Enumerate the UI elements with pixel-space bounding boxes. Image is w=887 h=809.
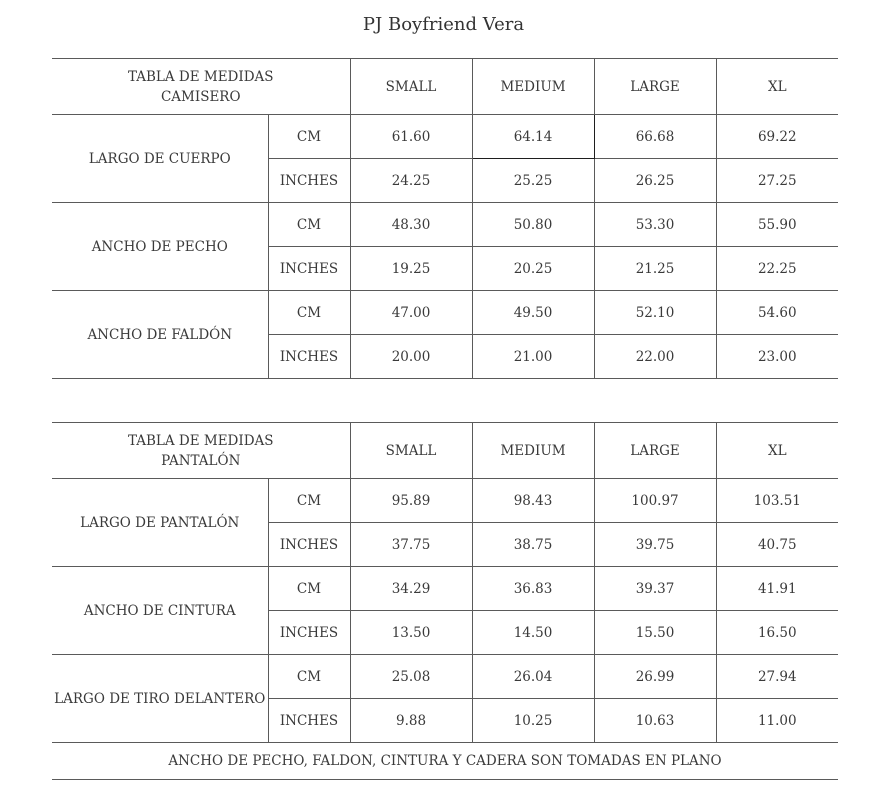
footer-note: ANCHO DE PECHO, FALDON, CINTURA Y CADERA SON TOMADAS EN PLANO [52, 742, 838, 780]
value-cell: 20.25 [472, 247, 594, 291]
table-heading-line1: TABLA DE MEDIDAS [127, 68, 274, 85]
value-cell: 61.60 [350, 115, 472, 159]
table-heading [52, 59, 350, 115]
table-heading [52, 423, 350, 479]
value-cell: 55.90 [716, 203, 838, 247]
value-cell: 53.30 [594, 203, 716, 247]
unit-label-cm: CM [268, 567, 350, 611]
size-header-large: LARGE [594, 59, 716, 115]
value-cell: 39.37 [594, 567, 716, 611]
table-heading-line1: TABLA DE MEDIDAS [127, 432, 274, 449]
value-cell: 13.50 [350, 611, 472, 655]
value-cell: 48.30 [350, 203, 472, 247]
value-cell: 11.00 [716, 699, 838, 743]
measure-label: ANCHO DE FALDÓN [52, 291, 268, 379]
unit-label-inches: INCHES [268, 523, 350, 567]
pants-size-table [52, 422, 838, 743]
table-row [52, 115, 838, 159]
value-cell: 10.25 [472, 699, 594, 743]
table-row [52, 655, 838, 699]
value-cell: 15.50 [594, 611, 716, 655]
value-cell: 9.88 [350, 699, 472, 743]
value-cell: 20.00 [350, 335, 472, 379]
size-header-small: SMALL [350, 59, 472, 115]
size-header-xl: XL [716, 59, 838, 115]
value-cell: 95.89 [350, 479, 472, 523]
value-cell: 103.51 [716, 479, 838, 523]
value-cell: 98.43 [472, 479, 594, 523]
value-cell: 34.29 [350, 567, 472, 611]
value-cell: 47.00 [350, 291, 472, 335]
table-heading-line2: PANTALÓN [161, 452, 241, 469]
measure-label: ANCHO DE CINTURA [52, 567, 268, 655]
unit-label-inches: INCHES [268, 159, 350, 203]
unit-label-cm: CM [268, 479, 350, 523]
value-cell: 19.25 [350, 247, 472, 291]
value-cell: 10.63 [594, 699, 716, 743]
value-cell: 26.25 [594, 159, 716, 203]
value-cell: 37.75 [350, 523, 472, 567]
value-cell: 22.25 [716, 247, 838, 291]
value-cell: 16.50 [716, 611, 838, 655]
measure-label: LARGO DE PANTALÓN [52, 479, 268, 567]
value-cell: 66.68 [594, 115, 716, 159]
value-cell: 41.91 [716, 567, 838, 611]
value-cell: 40.75 [716, 523, 838, 567]
table-header-row [52, 423, 838, 479]
value-cell: 52.10 [594, 291, 716, 335]
value-cell: 21.25 [594, 247, 716, 291]
unit-label-cm: CM [268, 203, 350, 247]
value-cell: 23.00 [716, 335, 838, 379]
table-row [52, 291, 838, 335]
value-cell: 38.75 [472, 523, 594, 567]
value-cell: 26.99 [594, 655, 716, 699]
value-cell: 69.22 [716, 115, 838, 159]
table-heading-line2: CAMISERO [160, 88, 241, 105]
value-cell: 24.25 [350, 159, 472, 203]
value-cell: 25.08 [350, 655, 472, 699]
table-row [52, 479, 838, 523]
measure-label: LARGO DE TIRO DELANTERO [52, 655, 268, 743]
measure-label: ANCHO DE PECHO [52, 203, 268, 291]
value-cell: 36.83 [472, 567, 594, 611]
value-cell: 64.14 [472, 115, 594, 159]
size-header-medium: MEDIUM [472, 423, 594, 479]
size-header-small: SMALL [350, 423, 472, 479]
value-cell: 39.75 [594, 523, 716, 567]
table-row [52, 203, 838, 247]
unit-label-cm: CM [268, 291, 350, 335]
table-row [52, 567, 838, 611]
unit-label-inches: INCHES [268, 611, 350, 655]
value-cell: 50.80 [472, 203, 594, 247]
unit-label-cm: CM [268, 655, 350, 699]
unit-label-inches: INCHES [268, 335, 350, 379]
size-header-large: LARGE [594, 423, 716, 479]
value-cell: 21.00 [472, 335, 594, 379]
value-cell: 54.60 [716, 291, 838, 335]
value-cell: 25.25 [472, 159, 594, 203]
value-cell: 22.00 [594, 335, 716, 379]
value-cell: 14.50 [472, 611, 594, 655]
table-header-row [52, 59, 838, 115]
value-cell: 26.04 [472, 655, 594, 699]
shirt-size-table [52, 58, 838, 379]
unit-label-inches: INCHES [268, 247, 350, 291]
value-cell: 49.50 [472, 291, 594, 335]
measure-label: LARGO DE CUERPO [52, 115, 268, 203]
unit-label-inches: INCHES [268, 699, 350, 743]
size-header-xl: XL [716, 423, 838, 479]
value-cell: 27.94 [716, 655, 838, 699]
value-cell: 27.25 [716, 159, 838, 203]
unit-label-cm: CM [268, 115, 350, 159]
page-title: PJ Boyfriend Vera [362, 14, 525, 35]
size-header-medium: MEDIUM [472, 59, 594, 115]
value-cell: 100.97 [594, 479, 716, 523]
